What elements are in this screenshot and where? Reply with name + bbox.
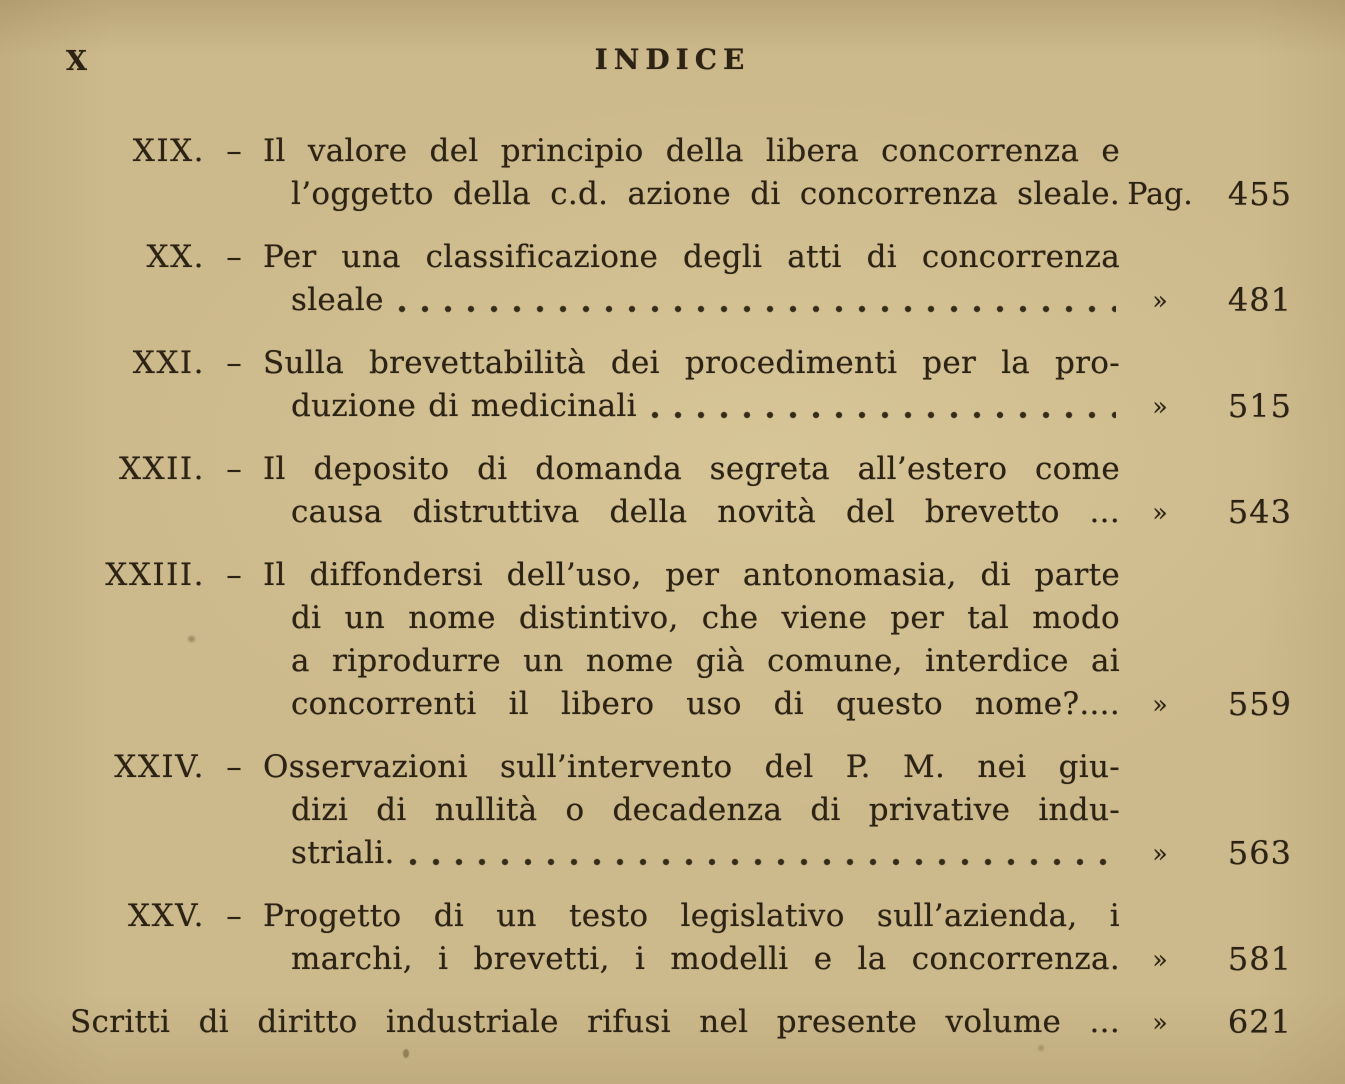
- entry-page-ref-label: »: [1152, 690, 1168, 719]
- entry-numeral: XIX.: [132, 133, 205, 169]
- entry-text: [263, 554, 1120, 726]
- toc-list: [70, 130, 1292, 1064]
- toc-entry: [70, 746, 1292, 875]
- entry-line: [263, 385, 1120, 428]
- entry-page-number: 543: [1227, 493, 1292, 531]
- entry-line: di un nome distintivo, che viene per tal modo: [291, 600, 1120, 636]
- entry-line: l’oggetto della c.d. azione di concorrenza sleale.: [291, 176, 1120, 212]
- entry-page-ref-label: »: [1152, 839, 1168, 868]
- entry-dash: –: [226, 451, 242, 487]
- entry-line: Osservazioni sull’intervento del P. M. nei giu-: [263, 749, 1120, 785]
- entry-dash: –: [226, 239, 242, 275]
- entry-text: [263, 895, 1120, 981]
- entry-line: marchi, i brevetti, i modelli e la concorrenza.: [291, 941, 1120, 977]
- entry-page-number: 621: [1227, 1003, 1292, 1041]
- entry-text: [263, 130, 1120, 216]
- entry-dash: –: [226, 345, 242, 381]
- entry-line: [263, 832, 1120, 875]
- entry-dash: –: [226, 133, 242, 169]
- toc-entry: [70, 448, 1292, 534]
- entry-line: causa distruttiva della novità del brevetto ...: [291, 494, 1120, 530]
- toc-entry: [70, 554, 1292, 726]
- entry-page-ref-label: Pag.: [1127, 177, 1193, 212]
- entry-page-ref-label: »: [1152, 286, 1168, 315]
- toc-entry: [70, 342, 1292, 428]
- entry-text: [263, 236, 1120, 322]
- entry-page-number: 455: [1227, 175, 1292, 213]
- entry-line: Il diffondersi dell’uso, per antonomasia, di parte: [263, 557, 1120, 593]
- entry-numeral: XXII.: [119, 451, 205, 487]
- dot-leader: [409, 855, 1116, 868]
- entry-dash: –: [226, 557, 242, 593]
- entry-line: Il valore del principio della libera concorrenza e: [263, 133, 1120, 169]
- toc-entry: [70, 130, 1292, 216]
- entry-dash: –: [226, 749, 242, 785]
- entry-text: [263, 448, 1120, 534]
- toc-entry: [70, 1001, 1292, 1044]
- entry-page-number: 481: [1227, 281, 1292, 319]
- entry-page-number: 515: [1227, 387, 1292, 425]
- page-folio-number: X: [66, 46, 89, 77]
- entry-line-text: duzione di medicinali: [291, 388, 637, 424]
- entry-text: [263, 342, 1120, 428]
- entry-numeral: XXIV.: [114, 749, 205, 785]
- entry-line: Il deposito di domanda segreta all’estero come: [263, 451, 1120, 487]
- entry-page-ref-label: »: [1152, 945, 1168, 974]
- entry-page-ref-label: »: [1152, 498, 1168, 527]
- entry-line: concorrenti il libero uso di questo nome?....: [291, 686, 1120, 722]
- entry-numeral: XX.: [146, 239, 205, 275]
- entry-numeral: XXI.: [132, 345, 205, 381]
- entry-line: Sulla brevettabilità dei procedimenti per la pro-: [263, 345, 1120, 381]
- entry-line: dizi di nullità o decadenza di privative indu-: [291, 792, 1120, 828]
- dot-leader: [651, 408, 1116, 421]
- entry-numeral: XXV.: [128, 898, 205, 934]
- entry-page-number: 563: [1227, 834, 1292, 872]
- page-title: INDICE: [594, 43, 751, 76]
- entry-line: a riprodurre un nome già comune, interdice ai: [291, 643, 1120, 679]
- toc-entry: [70, 236, 1292, 322]
- entry-page-ref-label: »: [1152, 392, 1168, 421]
- entry-line-text: striali.: [291, 835, 395, 871]
- entry-numeral: XXIII.: [105, 557, 205, 593]
- entry-dash: –: [226, 898, 242, 934]
- entry-line-text: sleale: [291, 282, 384, 318]
- entry-page-number: 581: [1227, 940, 1292, 978]
- entry-page-number: 559: [1227, 685, 1292, 723]
- entry-line: Per una classificazione degli atti di concorrenza: [263, 239, 1120, 275]
- entry-line: Scritti di diritto industriale rifusi nel presente volume ...: [70, 1004, 1120, 1040]
- entry-text: [263, 746, 1120, 875]
- entry-page-ref-label: »: [1152, 1008, 1168, 1037]
- toc-entry: [70, 895, 1292, 981]
- dot-leader: [398, 302, 1116, 315]
- entry-text: [70, 1001, 1120, 1044]
- entry-line: Progetto di un testo legislativo sull’azienda, i: [263, 898, 1120, 934]
- entry-line: [263, 279, 1120, 322]
